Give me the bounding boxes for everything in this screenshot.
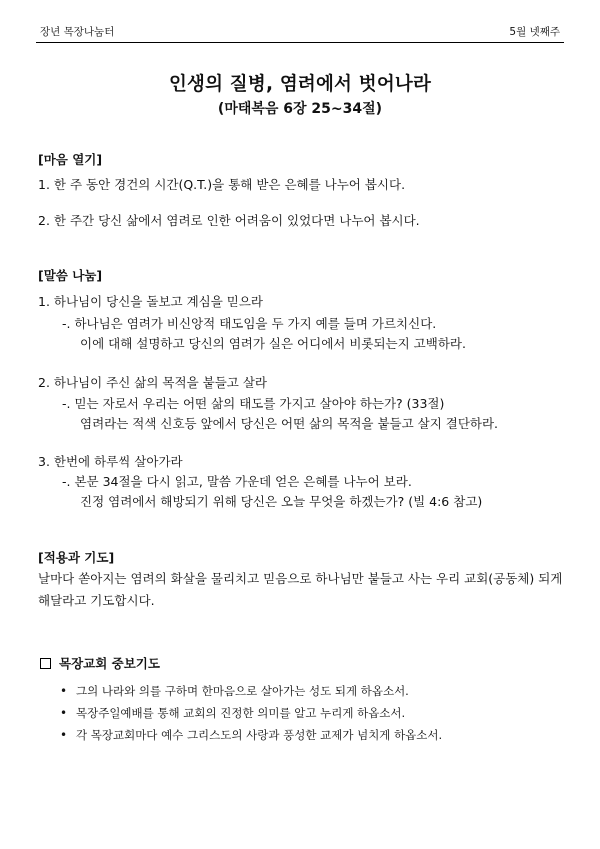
open-question-2: 2. 한 주간 당신 삶에서 염려로 인한 어려움이 있었다면 나누어 봅시다.: [38, 213, 420, 228]
page-header: [36, 20, 564, 43]
header-right-label: 5월 넷째주: [509, 26, 560, 38]
list-item: • 각 목장교회마다 예수 그리스도의 사랑과 풍성한 교제가 넘치게 하옵소서.: [60, 724, 442, 746]
header-left-label: 장년 목장나눔터: [40, 26, 115, 38]
prayer-heading-label: 목장교회 중보기도: [59, 656, 160, 671]
bullet-icon: •: [60, 684, 68, 698]
sermon-title: 인생의 질병, 염려에서 벗어나라: [168, 74, 432, 95]
prayer-list: [60, 680, 442, 746]
share-point-1-line-2: 이에 대해 설명하고 당신의 염려가 실은 어디에서 비롯되는지 고백하라.: [80, 336, 466, 351]
checkbox-square-icon: [40, 658, 51, 669]
list-item: • 목장주일예배를 통해 교회의 진정한 의미를 알고 누리게 하옵소서.: [60, 702, 442, 724]
share-point-1-line-1: -. 하나님은 염려가 비신앙적 태도임을 두 가지 예를 들며 가르치신다.: [62, 316, 437, 331]
section-heading-share: [말씀 나눔]: [38, 268, 103, 283]
share-point-3-line-2: 진정 염려에서 해방되기 위해 당신은 오늘 무엇을 하겠는가? (빌 4:6 참고): [80, 494, 483, 509]
open-question-1: 1. 한 주 동안 경건의 시간(Q.T.)을 통해 받은 은혜를 나누어 봅시다.: [38, 177, 406, 192]
bullet-icon: •: [60, 706, 68, 720]
share-point-1-title: 1. 하나님이 당신을 돌보고 계심을 믿으라: [38, 294, 263, 309]
section-heading-open: [마음 열기]: [38, 152, 103, 167]
share-point-3-line-1: -. 본문 34절을 다시 읽고, 말씀 가운데 얻은 은혜를 나누어 보라.: [62, 474, 412, 489]
apply-prayer-text: 날마다 쏟아지는 염려의 화살을 물리치고 믿음으로 하나님만 붙들고 사는 우리 교회(공동체) 되게 해달라고 기도합시다.: [38, 571, 563, 608]
prayer-heading: [40, 654, 160, 672]
section-heading-apply: [적용과 기도]: [38, 550, 115, 565]
share-point-2-title: 2. 하나님이 주신 삶의 목적을 붙들고 살라: [38, 375, 267, 390]
list-item: • 그의 나라와 의를 구하며 한마음으로 살아가는 성도 되게 하옵소서.: [60, 680, 442, 702]
share-point-3-title: 3. 한번에 하루씩 살아가라: [38, 454, 183, 469]
scripture-reference: (마태복음 6장 25~34절): [217, 101, 383, 117]
bullet-icon: •: [60, 728, 68, 742]
share-point-2-line-2: 염려라는 적색 신호등 앞에서 당신은 어떤 삶의 목적을 붙들고 살지 결단하라.: [80, 416, 499, 431]
share-point-2-line-1: -. 믿는 자로서 우리는 어떤 삶의 태도를 가지고 살아야 하는가? (33절): [62, 396, 445, 411]
